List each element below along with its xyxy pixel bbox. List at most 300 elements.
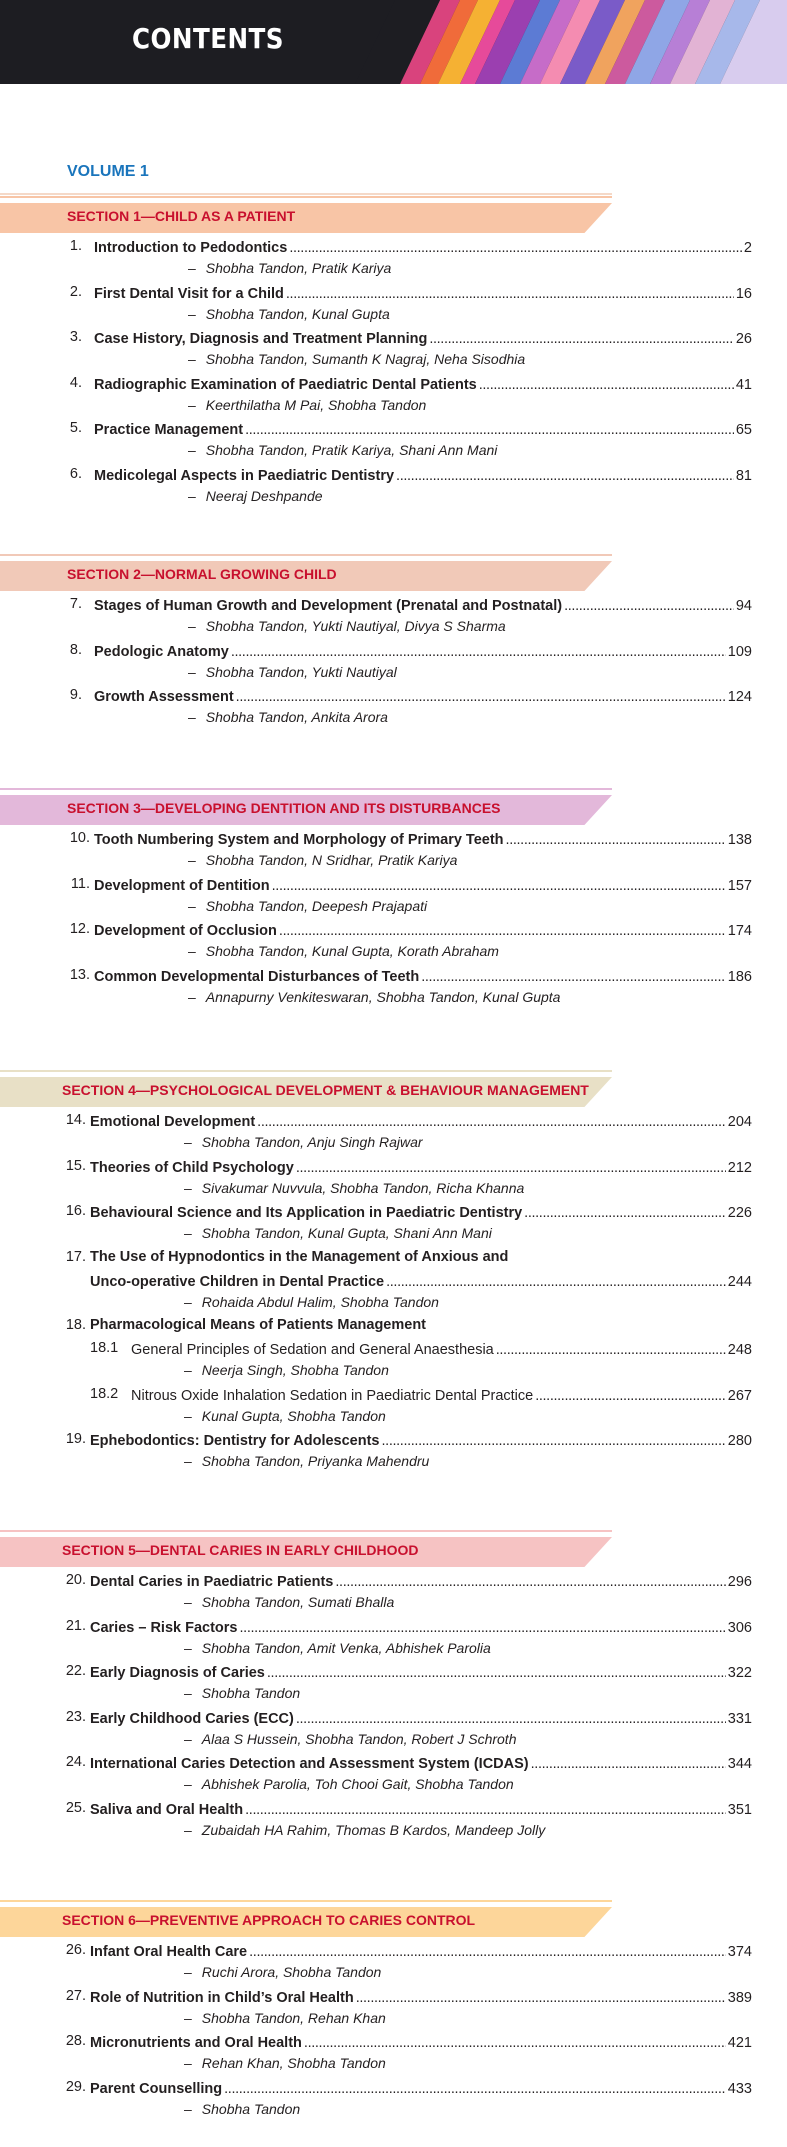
chapter-title: Pharmacological Means of Patients Management [90, 1317, 427, 1333]
chapter-title: Caries – Risk Factors [90, 1619, 238, 1636]
dash-icon: – [188, 709, 196, 725]
chapter-title: Dental Caries in Paediatric Patients [90, 1574, 334, 1590]
page-number: 212 [727, 1159, 752, 1176]
dot-leader [304, 2033, 726, 2053]
chapter-line [90, 1800, 752, 1820]
authors-text: Shobha Tandon, Sumati Bhalla [201, 1594, 395, 1610]
authors-text: Shobha Tandon, Yukti Nautiyal [205, 663, 397, 680]
dot-leader [224, 2079, 726, 2099]
section-2 [0, 554, 787, 733]
chapter-line [94, 921, 752, 941]
chapter-title: Medicolegal Aspects in Paediatric Dentistry [94, 467, 395, 484]
page-number: 306 [727, 1619, 752, 1636]
chapter-authors [184, 1685, 300, 1701]
chapter-authors [184, 1180, 524, 1196]
chapter-title: Nitrous Oxide Inhalation Sedation in Paediatric Dental Practice [131, 1387, 534, 1404]
chapter-title: First Dental Visit for a Child [94, 285, 284, 302]
list-item[interactable] [0, 1203, 787, 1249]
chapter-authors [188, 397, 426, 413]
chapter-number: 18. [65, 1317, 86, 1333]
chapter-title: Case History, Diagnosis and Treatment Planning [94, 331, 428, 347]
chapter-number: 5. [69, 420, 82, 436]
chapter-title: Infant Oral Health Care [90, 1944, 248, 1960]
dot-leader [245, 420, 734, 440]
page-number: 244 [727, 1273, 752, 1290]
list-item[interactable] [0, 1618, 787, 1664]
list-item[interactable] [0, 1754, 787, 1800]
chapter-line [131, 1386, 752, 1406]
dot-leader [286, 284, 734, 304]
page-number: 204 [727, 1114, 752, 1130]
chapter-number: 23. [65, 1708, 86, 1725]
dash-icon: – [184, 1821, 192, 1838]
chapter-authors [184, 2010, 386, 2026]
chapter-number: 15. [65, 1157, 86, 1174]
list-item[interactable] [0, 967, 787, 1013]
page-number: 124 [727, 689, 752, 705]
dot-leader [296, 1709, 726, 1729]
chapter-authors [188, 351, 525, 367]
chapter-title-line1: The Use of Hypnodontics in the Management of Anxious and [90, 1248, 509, 1265]
dot-leader [535, 1386, 726, 1406]
dot-leader [249, 1942, 726, 1962]
chapter-line [90, 1112, 752, 1132]
chapter-line [94, 830, 752, 850]
chapter-number: 25. [65, 1799, 86, 1816]
dash-icon: – [184, 2009, 192, 2026]
dash-icon: – [184, 1639, 192, 1656]
dash-icon: – [184, 1453, 192, 1469]
authors-text: Shobha Tandon, Pratik Kariya, Shani Ann Mani [205, 442, 498, 458]
chapter-number: 9. [69, 687, 82, 703]
page-number: 344 [727, 1756, 752, 1772]
page-number: 267 [727, 1387, 752, 1404]
chapter-number: 26. [65, 1942, 86, 1958]
chapter-line [90, 1942, 752, 1962]
dot-leader [335, 1572, 725, 1592]
list-item[interactable] [0, 1663, 787, 1709]
chapter-number: 24. [65, 1754, 86, 1770]
authors-text: Kunal Gupta, Shobha Tandon [201, 1407, 386, 1424]
chapter-number: 14. [65, 1112, 86, 1128]
section-rule [0, 1070, 612, 1072]
dot-leader [257, 1112, 726, 1132]
chapter-number: 18.1 [90, 1340, 119, 1356]
chapter-line [94, 420, 752, 440]
page-number: 226 [727, 1205, 752, 1221]
dash-icon: – [184, 1730, 192, 1747]
chapter-title: Theories of Child Psychology [90, 1159, 294, 1176]
chapter-line [94, 687, 752, 707]
section-title: SECTION 4—PSYCHOLOGICAL DEVELOPMENT & BEHAVIOUR MANAGEMENT [62, 1082, 589, 1098]
chapter-number: 21. [65, 1617, 86, 1634]
list-item[interactable] [0, 2079, 787, 2125]
entry-list [0, 238, 787, 511]
list-item[interactable] [0, 1988, 787, 2034]
dot-leader [524, 1203, 726, 1223]
dash-icon: – [188, 618, 196, 634]
list-item[interactable] [0, 1709, 787, 1755]
chapter-line [90, 1618, 752, 1638]
section-header [0, 788, 787, 828]
chapter-title: Development of Occlusion [94, 923, 277, 939]
list-item[interactable] [0, 329, 787, 375]
chapter-title: Radiographic Examination of Paediatric Dental Patients [94, 376, 477, 393]
page-number: 41 [735, 376, 752, 393]
chapter-authors [184, 1776, 514, 1792]
chapter-authors [184, 2101, 300, 2117]
dash-icon: – [188, 943, 196, 959]
chapter-authors [188, 664, 397, 680]
page-number: 296 [727, 1574, 752, 1590]
dash-icon: – [184, 1964, 192, 1980]
chapter-title: International Caries Detection and Assessment System (ICDAS) [90, 1756, 529, 1772]
authors-text: Shobha Tandon, Kunal Gupta, Shani Ann Mani [201, 1225, 492, 1241]
chapter-number: 19. [65, 1431, 86, 1447]
section-rule [0, 196, 612, 198]
dash-icon: – [188, 988, 196, 1005]
page-number: 186 [727, 968, 752, 985]
chapter-authors [184, 1408, 386, 1424]
page-number: 16 [735, 285, 752, 302]
page-number: 421 [727, 2035, 752, 2051]
page-number: 94 [735, 598, 752, 614]
page-number: 433 [727, 2080, 752, 2097]
chapter-title: Behavioural Science and Its Application in Paediatric Dentistry [90, 1205, 523, 1221]
chapter-number: 6. [69, 465, 82, 482]
chapter-line [94, 466, 752, 486]
page-number: 81 [735, 467, 752, 484]
dash-icon: – [188, 260, 196, 276]
dash-icon: – [184, 1134, 192, 1150]
dot-leader [386, 1272, 726, 1292]
authors-text: Shobha Tandon, Kunal Gupta [205, 305, 390, 322]
list-item[interactable] [0, 238, 787, 284]
dot-leader [421, 967, 726, 987]
chapter-number: 1. [69, 238, 82, 254]
page-number: 65 [735, 422, 752, 438]
chapter-number: 2. [69, 283, 82, 300]
entry-list [0, 830, 787, 1012]
volume-label: VOLUME 1 [67, 163, 149, 180]
chapter-authors [184, 1294, 439, 1310]
chapter-title: Role of Nutrition in Child’s Oral Health [90, 1989, 354, 2006]
list-item[interactable] [0, 921, 787, 967]
chapter-authors [188, 898, 427, 914]
page-title: CONTENTS [132, 22, 284, 55]
dash-icon: – [188, 351, 196, 367]
chapter-authors [188, 260, 391, 276]
authors-text: Sivakumar Nuvvula, Shobha Tandon, Richa Khanna [201, 1179, 525, 1196]
section-rule [0, 788, 612, 790]
chapter-title: Common Developmental Disturbances of Teeth [94, 968, 420, 985]
section-header [0, 1530, 787, 1570]
chapter-number: 13. [69, 966, 90, 983]
dot-leader [231, 642, 726, 662]
chapter-title: Ephebodontics: Dentistry for Adolescents [90, 1433, 380, 1449]
page-number: 351 [727, 1801, 752, 1818]
dash-icon: – [184, 1776, 192, 1792]
authors-text: Rehan Khan, Shobha Tandon [201, 2055, 386, 2071]
dash-icon: – [184, 1362, 192, 1378]
chapter-title: Growth Assessment [94, 689, 234, 705]
list-item[interactable] [0, 2033, 787, 2079]
chapter-line [90, 1203, 752, 1223]
entry-list [0, 596, 787, 733]
authors-text: Neerja Singh, Shobha Tandon [201, 1362, 389, 1378]
dash-icon: – [188, 396, 196, 413]
list-item[interactable] [0, 1112, 787, 1158]
dot-leader [279, 921, 726, 941]
chapter-authors [184, 1822, 545, 1838]
chapter-authors [188, 943, 499, 959]
section-title: SECTION 1—CHILD AS A PATIENT [67, 208, 296, 224]
list-item[interactable] [0, 466, 787, 512]
chapter-number: 27. [65, 1987, 86, 2004]
chapter-line [90, 1709, 752, 1729]
section-title: SECTION 5—DENTAL CARIES IN EARLY CHILDHOOD [62, 1542, 419, 1558]
dot-leader [479, 375, 734, 395]
dash-icon: – [188, 487, 196, 504]
dot-leader [240, 1618, 726, 1638]
authors-text: Zubaidah HA Rahim, Thomas B Kardos, Mandeep Jolly [201, 1821, 546, 1838]
authors-text: Neeraj Deshpande [205, 487, 323, 504]
dash-icon: – [184, 1594, 192, 1610]
dot-leader [272, 876, 726, 896]
page-number: 389 [727, 1989, 752, 2006]
chapter-authors [184, 1225, 492, 1241]
section-rule [0, 1530, 612, 1532]
entry-list [0, 1112, 787, 1477]
list-item[interactable] [0, 642, 787, 688]
chapter-title: Stages of Human Growth and Development (Prenatal and Postnatal) [94, 598, 563, 614]
chapter-authors [188, 709, 388, 725]
chapter-number: 18.2 [90, 1385, 119, 1402]
dot-leader [429, 329, 734, 349]
authors-text: Shobha Tandon [201, 1685, 301, 1701]
chapter-line [90, 2079, 752, 2099]
header-banner [0, 0, 787, 84]
chapter-line [90, 2033, 752, 2053]
dot-leader [506, 830, 726, 850]
chapter-title: Introduction to Pedodontics [94, 240, 288, 256]
authors-text: Shobha Tandon, Amit Venka, Abhishek Parolia [201, 1639, 491, 1656]
chapter-line [90, 1988, 752, 2008]
dash-icon: – [188, 663, 196, 680]
section-title: SECTION 2—NORMAL GROWING CHILD [67, 566, 337, 582]
chapter-authors [188, 618, 506, 634]
chapter-line [94, 284, 752, 304]
list-item[interactable] [0, 687, 787, 733]
chapter-number: 10. [69, 830, 90, 846]
dot-leader [396, 466, 734, 486]
chapter-number: 22. [65, 1663, 86, 1679]
chapter-title: Pedologic Anatomy [94, 643, 229, 660]
chapter-authors [188, 989, 560, 1005]
chapter-number: 16. [65, 1203, 86, 1219]
authors-text: Shobha Tandon, Anju Singh Rajwar [201, 1134, 423, 1150]
chapter-line [94, 642, 752, 662]
list-item[interactable] [0, 1431, 787, 1477]
dot-leader [289, 238, 742, 258]
section-header [0, 554, 787, 594]
section-title: SECTION 6—PREVENTIVE APPROACH TO CARIES CONTROL [62, 1912, 476, 1928]
chapter-authors [184, 1731, 516, 1747]
dash-icon: – [184, 1407, 192, 1424]
page-number: 280 [727, 1433, 752, 1449]
list-item[interactable] [0, 830, 787, 876]
chapter-title: Micronutrients and Oral Health [90, 2035, 302, 2051]
section-rule [0, 1900, 612, 1902]
dot-leader [267, 1663, 726, 1683]
list-item[interactable] [0, 596, 787, 642]
dash-icon: – [184, 2100, 192, 2117]
chapter-authors [184, 1640, 491, 1656]
chapter-title: Unco-operative Children in Dental Practice [90, 1273, 385, 1290]
section-header [0, 196, 787, 236]
chapter-title: Development of Dentition [94, 877, 270, 894]
authors-text: Abhishek Parolia, Toh Chooi Gait, Shobha Tandon [201, 1776, 514, 1792]
dash-icon: – [184, 2055, 192, 2071]
chapter-line [131, 1340, 752, 1360]
dash-icon: – [188, 305, 196, 322]
page-number: 26 [735, 331, 752, 347]
chapter-line [90, 1431, 752, 1451]
page-number: 174 [727, 923, 752, 939]
section-1 [0, 196, 787, 511]
section-3 [0, 788, 787, 1012]
chapter-number: 28. [65, 2033, 86, 2049]
chapter-number: 17. [65, 1248, 86, 1265]
list-item[interactable] [0, 1800, 787, 1846]
page-number: 374 [727, 1944, 752, 1960]
chapter-number: 7. [69, 596, 82, 612]
chapter-title: Tooth Numbering System and Morphology of Primary Teeth [94, 832, 504, 848]
chapter-line [94, 967, 752, 987]
section-header [0, 1900, 787, 1940]
dash-icon: – [184, 1293, 192, 1310]
chapter-number: 20. [65, 1572, 86, 1588]
dash-icon: – [184, 1685, 192, 1701]
chapter-line [90, 1663, 752, 1683]
chapter-title: Practice Management [94, 422, 244, 438]
dash-icon: – [188, 897, 196, 914]
chapter-number: 29. [65, 2078, 86, 2095]
chapter-line [94, 329, 752, 349]
list-item[interactable] [0, 1340, 787, 1386]
dash-icon: – [188, 852, 196, 868]
authors-text: Shobha Tandon, Ankita Arora [205, 709, 388, 725]
chapter-line [90, 1572, 752, 1592]
chapter-title: General Principles of Sedation and General Anaesthesia [131, 1342, 494, 1358]
chapter-authors [184, 1453, 429, 1469]
list-item[interactable] [0, 284, 787, 330]
list-item[interactable] [0, 876, 787, 922]
dot-leader [245, 1800, 726, 1820]
chapter-title: Early Diagnosis of Caries [90, 1665, 265, 1681]
page-number: 248 [727, 1342, 752, 1358]
page-number: 109 [727, 643, 752, 660]
page-number: 2 [743, 240, 752, 256]
authors-text: Shobha Tandon, Deepesh Prajapati [205, 897, 428, 914]
chapter-line [90, 1754, 752, 1774]
chapter-line [90, 1272, 752, 1292]
authors-text: Keerthilatha M Pai, Shobha Tandon [205, 396, 427, 413]
chapter-line [94, 238, 752, 258]
chapter-title: Early Childhood Caries (ECC) [90, 1710, 294, 1727]
entry-list [0, 1572, 787, 1845]
chapter-authors [184, 1964, 381, 1980]
list-item[interactable] [0, 1317, 787, 1340]
chapter-number: 11. [70, 875, 90, 892]
chapter-title: Saliva and Oral Health [90, 1801, 244, 1818]
list-item[interactable] [0, 375, 787, 421]
dot-leader [496, 1340, 726, 1360]
authors-text: Shobha Tandon, Sumanth K Nagraj, Neha Sisodhia [205, 351, 526, 367]
chapter-authors [188, 488, 323, 504]
list-item[interactable] [0, 1158, 787, 1204]
chapter-authors [184, 1594, 394, 1610]
authors-text: Shobha Tandon, N Sridhar, Pratik Kariya [205, 852, 458, 868]
page-number: 138 [727, 832, 752, 848]
chapter-authors [184, 1362, 389, 1378]
chapter-title: Emotional Development [90, 1114, 256, 1130]
authors-text: Alaa S Hussein, Shobha Tandon, Robert J Schroth [201, 1730, 517, 1747]
chapter-line [94, 375, 752, 395]
list-item[interactable] [0, 1572, 787, 1618]
dash-icon: – [188, 442, 196, 458]
dash-icon: – [184, 1179, 192, 1196]
section-title: SECTION 3—DEVELOPING DENTITION AND ITS DISTURBANCES [67, 800, 501, 816]
authors-text: Shobha Tandon, Yukti Nautiyal, Divya S Sharma [205, 618, 506, 634]
dot-leader [564, 596, 734, 616]
chapter-authors [188, 306, 390, 322]
dot-leader [296, 1158, 726, 1178]
page-number: 157 [727, 877, 752, 894]
authors-text: Shobha Tandon [201, 2100, 301, 2117]
authors-text: Ruchi Arora, Shobha Tandon [201, 1964, 382, 1980]
authors-text: Shobha Tandon, Priyanka Mahendru [201, 1453, 430, 1469]
chapter-number: 8. [69, 641, 82, 658]
list-item[interactable] [0, 1386, 787, 1432]
section-header [0, 1070, 787, 1110]
authors-text: Shobha Tandon, Kunal Gupta, Korath Abraham [205, 943, 499, 959]
chapter-number: 12. [69, 921, 90, 937]
authors-text: Shobha Tandon, Rehan Khan [201, 2009, 386, 2026]
decorative-streaks [0, 0, 787, 84]
authors-text: Rohaida Abdul Halim, Shobha Tandon [201, 1293, 439, 1310]
dot-leader [236, 687, 726, 707]
chapter-number: 3. [69, 329, 82, 345]
dot-leader [382, 1431, 726, 1451]
dash-icon: – [184, 1225, 192, 1241]
list-item[interactable] [0, 1249, 787, 1318]
list-item[interactable] [0, 420, 787, 466]
chapter-title: Parent Counselling [90, 2080, 223, 2097]
list-item[interactable] [0, 1942, 787, 1988]
chapter-authors [188, 442, 497, 458]
chapter-authors [184, 1134, 423, 1150]
section-6 [0, 1900, 787, 2124]
entry-list [0, 1942, 787, 2124]
divider [0, 193, 612, 195]
authors-text: Annapurny Venkiteswaran, Shobha Tandon, Kunal Gupta [205, 988, 561, 1005]
section-5 [0, 1530, 787, 1845]
dot-leader [531, 1754, 726, 1774]
page-number: 322 [727, 1665, 752, 1681]
chapter-authors [188, 852, 457, 868]
chapter-authors [184, 2055, 386, 2071]
